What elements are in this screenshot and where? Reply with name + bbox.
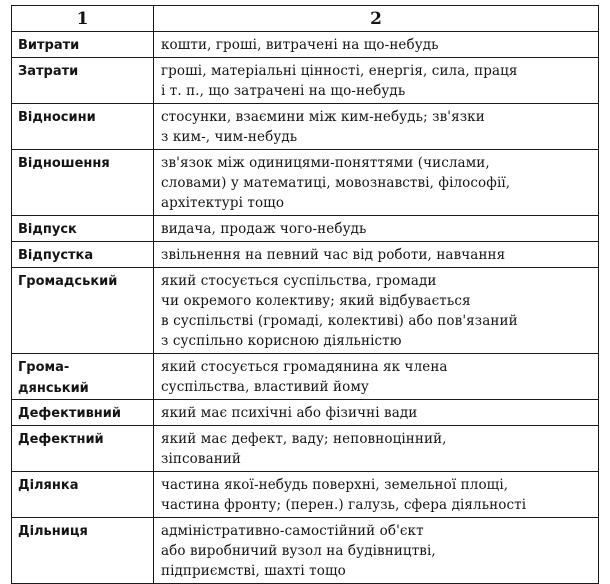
column-header-1: 1: [12, 6, 154, 32]
table-row: [12, 216, 599, 242]
term-cell: Відпуск: [12, 216, 154, 242]
term-cell: Відносини: [12, 104, 154, 150]
table-row: [12, 400, 599, 426]
word-comparison-table: [11, 5, 599, 584]
term-cell: Грома- дянський: [12, 354, 154, 400]
table-row: [12, 58, 599, 104]
term-cell: Затрати: [12, 58, 154, 104]
table-row: [12, 242, 599, 268]
definition-cell: зв'язок між одиницями-поняттями (числами, словами) у математиці, мовознавстві, філософії, архітектурі тощо: [154, 150, 599, 216]
term-cell: Відпустка: [12, 242, 154, 268]
table-row: [12, 268, 599, 354]
definition-cell: видача, продаж чого-небудь: [154, 216, 599, 242]
term-cell: Дільниця: [12, 518, 154, 584]
table-row: [12, 518, 599, 584]
definition-cell: який стосується громадянина як члена суспільства, властивий йому: [154, 354, 599, 400]
definition-cell: гроші, матеріальні цінності, енергія, сила, праця і т. п., що затрачені на що-небудь: [154, 58, 599, 104]
term-cell: Громадський: [12, 268, 154, 354]
column-header-2: 2: [154, 6, 599, 32]
term-cell: Витрати: [12, 32, 154, 58]
term-cell: Дефективний: [12, 400, 154, 426]
table-body: [12, 32, 599, 584]
term-cell: Відношення: [12, 150, 154, 216]
definition-cell: стосунки, взаємини між ким-небудь; зв'язки з ким-, чим-небудь: [154, 104, 599, 150]
term-cell: Ділянка: [12, 472, 154, 518]
definition-cell: звільнення на певний час від роботи, навчання: [154, 242, 599, 268]
definition-cell: частина якої-небудь поверхні, земельної площі, частина фронту; (перен.) галузь, сфера діяльності: [154, 472, 599, 518]
table-row: [12, 472, 599, 518]
table-row: [12, 426, 599, 472]
table-row: [12, 354, 599, 400]
term-cell: Дефектний: [12, 426, 154, 472]
table-row: [12, 150, 599, 216]
definition-cell: адміністративно-самостійний об'єкт або виробничий вузол на будівництві, підприємстві, шахті тощо: [154, 518, 599, 584]
table-row: [12, 32, 599, 58]
table-row: [12, 104, 599, 150]
definition-cell: який має дефект, ваду; неповноцінний, зіпсований: [154, 426, 599, 472]
definition-cell: кошти, гроші, витрачені на що-небудь: [154, 32, 599, 58]
definition-cell: який стосується суспільства, громади чи окремого колективу; який відбувається в суспільстві (громаді, колективі) або пов'язаний з суспільно корисною діяльністю: [154, 268, 599, 354]
definition-cell: який має психічні або фізичні вади: [154, 400, 599, 426]
header-row: [12, 6, 599, 32]
